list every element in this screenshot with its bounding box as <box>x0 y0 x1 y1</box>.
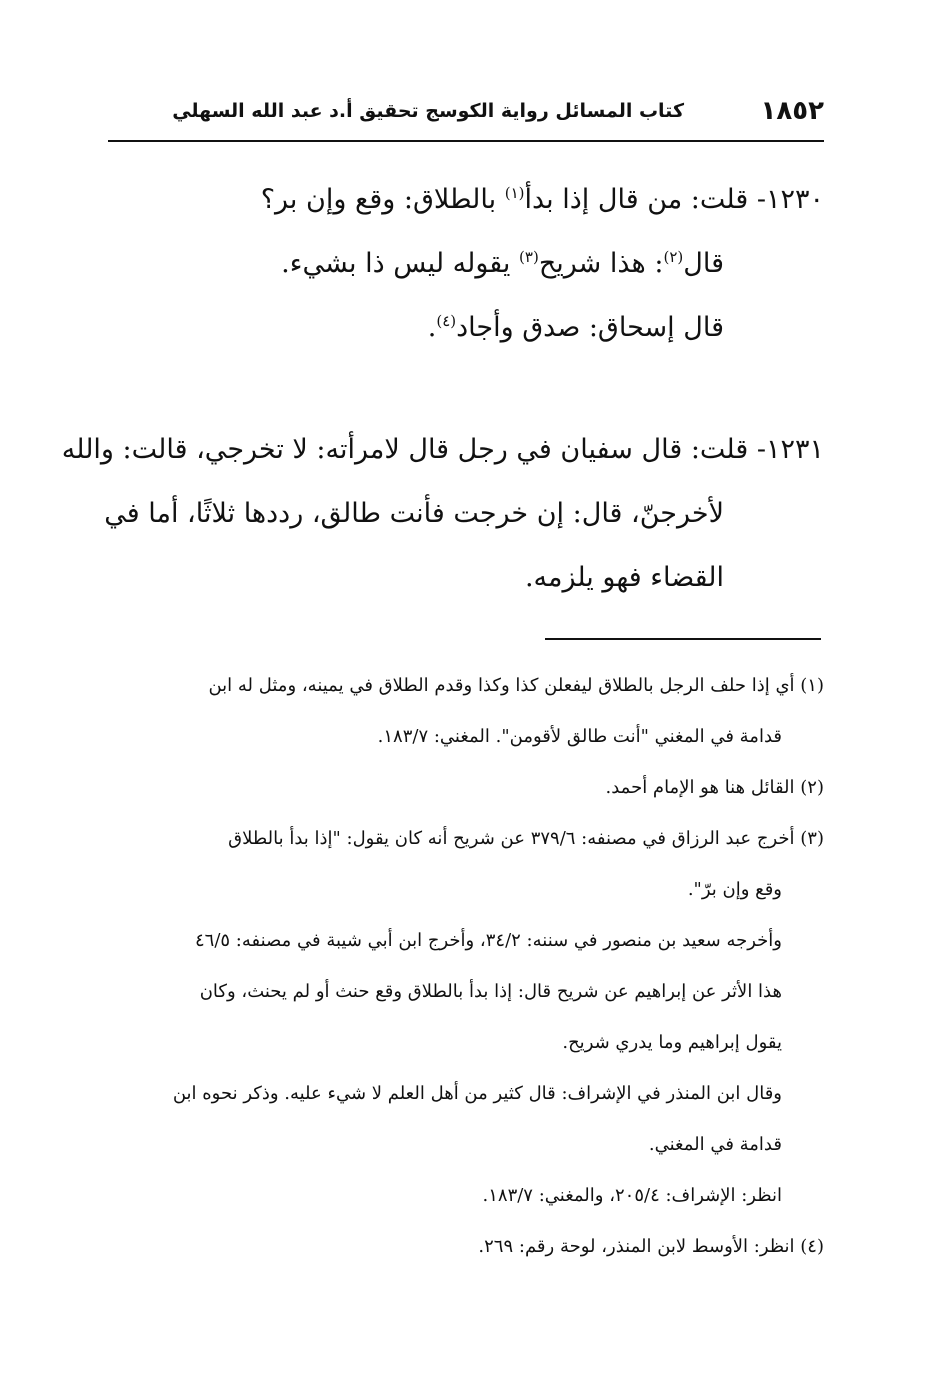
issue-1231-line-2: لأخرجنّ، قال: إن خرجت فأنت طالق، رددها ثلاثًا، أما في <box>104 498 724 529</box>
issue-1231-line-1: ١٢٣١- قلت: قال سفيان في رجل قال لامرأته: لا تخرجي، قالت: والله <box>61 434 824 465</box>
text-run: قال <box>683 248 724 279</box>
footnote-ref-1: (١) <box>504 184 525 202</box>
footnote-1: (١) أي إذا حلف الرجل بالطلاق ليفعلن كذا وكذا وقدم الطلاق في يمينه، ومثل له ابن <box>208 675 824 696</box>
footnote-3-para-2-end: يقول إبراهيم وما يدري شريح. <box>562 1032 782 1053</box>
page-header <box>108 92 824 138</box>
footnote-ref-4: (٤) <box>436 312 457 330</box>
issue-1230-answer-ahmad <box>100 232 824 296</box>
text-run: ١٢٣٠- قلت: من قال إذا بدأ <box>524 184 824 215</box>
footnote-ref-2: (٢) <box>663 248 684 266</box>
text-run: بالطلاق: وقع وإن بر؟ <box>260 184 505 215</box>
footnote-ref-3: (٣) <box>519 248 539 266</box>
footnote-4: (٤) انظر: الأوسط لابن المنذر، لوحة رقم: ٢٦٩. <box>478 1236 824 1257</box>
running-title: كتاب المسائل رواية الكوسج تحقيق أ.د عبد الله السهلي <box>172 100 684 122</box>
issue-1231-line-3: القضاء فهو يلزمه. <box>524 562 724 593</box>
issue-1230 <box>100 168 824 360</box>
footnote-2: (٢) القائل هنا هو الإمام أحمد. <box>605 777 824 798</box>
text-run: . <box>427 312 437 343</box>
text-run: قال إسحاق: صدق وأجاد <box>456 312 724 343</box>
text-run: : هذا شريح <box>538 248 664 279</box>
issue-1231 <box>61 418 824 610</box>
footnote-1-cont: قدامة في المغني "أنت طالق لأقومن". المغني: ١٨٣/٧. <box>377 726 782 747</box>
footnote-3-para-3: وقال ابن المنذر في الإشراف: قال كثير من أهل العلم لا شيء عليه. وذكر نحوه ابن <box>172 1083 782 1104</box>
issue-1230-question <box>100 168 824 232</box>
header-divider <box>108 140 824 142</box>
footnote-3-references: انظر: الإشراف: ٢٠٥/٤، والمغني: ١٨٣/٧. <box>482 1185 782 1206</box>
footnote-3-cont: وقع وإن برّ". <box>687 879 782 900</box>
text-run: يقوله ليس ذا بشيء. <box>281 248 520 279</box>
footnote-3-para-2: وأخرجه سعيد بن منصور في سننه: ٣٤/٢، وأخرج ابن أبي شيبة في مصنفه: ٤٦/٥ <box>195 930 782 951</box>
footnote-3-para-2-cont: هذا الأثر عن إبراهيم عن شريح قال: إذا بدأ بالطلاق وقع حنث أو لم يحنث، وكان <box>199 981 782 1002</box>
footnote-divider <box>545 638 821 640</box>
footnotes <box>100 660 824 1272</box>
page-number: ١٨٥٢ <box>760 96 824 126</box>
footnote-3: (٣) أخرج عبد الرزاق في مصنفه: ٣٧٩/٦ عن شريح أنه كان يقول: "إذا بدأ بالطلاق <box>228 828 824 849</box>
footnote-3-para-3-cont: قدامة في المغني. <box>648 1134 782 1155</box>
issue-1230-answer-ishaq <box>100 296 824 360</box>
